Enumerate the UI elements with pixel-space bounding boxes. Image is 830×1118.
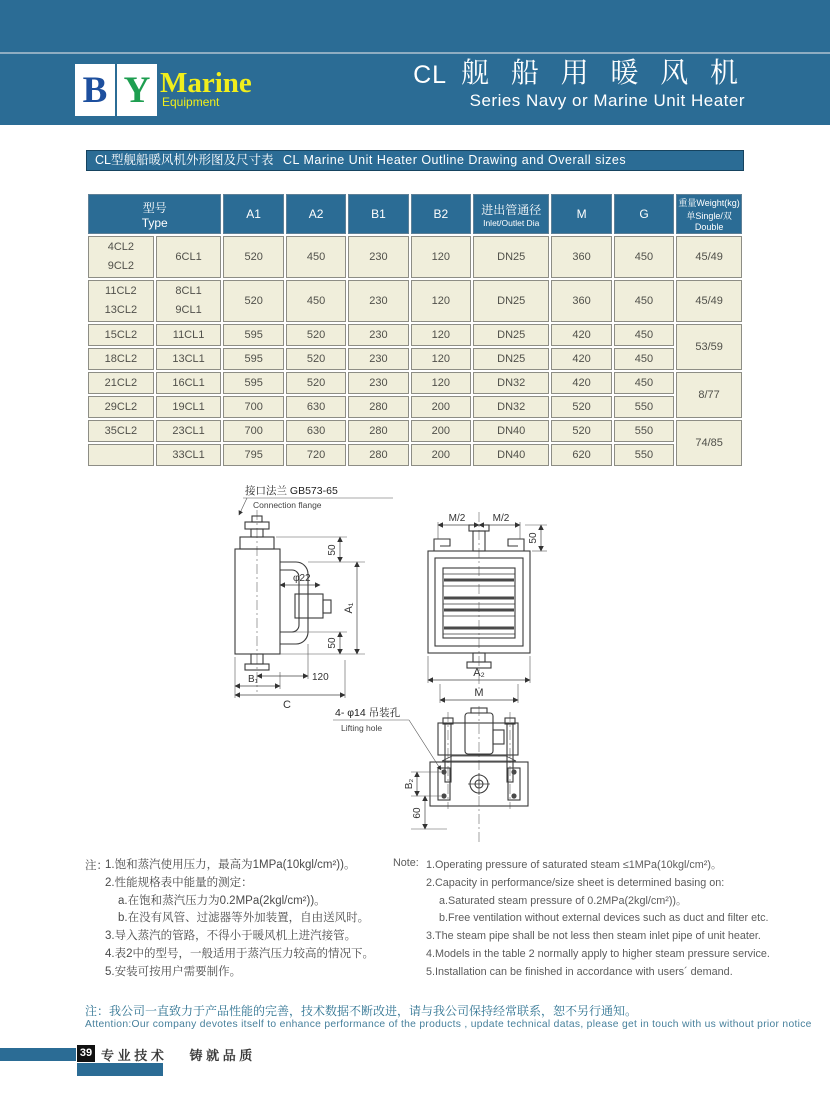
col-header-g: G [614, 194, 674, 234]
cell-dn: DN25 [473, 236, 549, 278]
page-title-row [413, 57, 745, 89]
note-line: b.在没有风管、过滤器等外加装置，自由送风时。 [118, 912, 370, 925]
cell-type2 [88, 236, 154, 278]
logo-letter-y: Y [117, 64, 157, 116]
cell-weight: 8/77 [676, 372, 742, 418]
dim-120: 120 [312, 672, 329, 683]
col-header-dia-cn: 进出管通径 [481, 202, 542, 217]
cell-g: 450 [614, 324, 674, 346]
col-header-weight-line2: 单Single/双Double [686, 211, 732, 232]
cell-g: 550 [614, 444, 674, 466]
cell-b1: 230 [348, 372, 408, 394]
cell-type2 [88, 444, 154, 466]
logo-sub-text: Equipment [162, 95, 220, 109]
model-cl1: 8CL1 [175, 285, 202, 297]
cell-weight: 53/59 [676, 324, 742, 370]
cell-b1: 230 [348, 348, 408, 370]
header [0, 0, 830, 125]
cell-a2: 520 [286, 324, 346, 346]
dim-50-top: 50 [327, 544, 338, 556]
cell-type2: 18CL2 [88, 348, 154, 370]
page-number: 39 [77, 1045, 95, 1062]
cell-b1: 280 [348, 444, 408, 466]
drawing-top-view [333, 706, 528, 844]
cell-b2: 200 [411, 420, 471, 442]
page-title-block [413, 57, 745, 111]
cell-dn: DN40 [473, 420, 549, 442]
cell-b2: 120 [411, 348, 471, 370]
cell-a1: 595 [223, 348, 283, 370]
model-cl2: 9CL2 [107, 260, 134, 272]
cell-g: 450 [614, 348, 674, 370]
footer-slogans [101, 1045, 252, 1064]
cell-a1: 595 [223, 372, 283, 394]
cell-type1: 6CL1 [156, 236, 222, 278]
flange-label-cn: 接口法兰 GB573-65 [245, 485, 338, 497]
table-row [88, 372, 742, 394]
col-header-a1: A1 [223, 194, 283, 234]
cell-m: 420 [551, 324, 611, 346]
cell-type2: 15CL2 [88, 324, 154, 346]
lifting-hole-label-en: Lifting hole [341, 723, 383, 733]
note-line: 3.导入蒸汽的管路，不得小于暖风机上进汽接管。 [105, 930, 357, 943]
dim-50-front: 50 [528, 532, 539, 544]
cell-dn: DN32 [473, 372, 549, 394]
cell-g: 450 [614, 280, 674, 322]
footer-bar-left [0, 1048, 76, 1061]
note-line: 1.饱和蒸汽使用压力，最高为1MPa(10kgl/cm²))。 [105, 859, 356, 871]
cell-type1: 16CL1 [156, 372, 222, 394]
dim-c: C [283, 699, 291, 711]
table-row [88, 444, 742, 466]
dim-60: 60 [412, 807, 423, 819]
col-header-type-cn: 型号 [142, 200, 167, 215]
logo-letter-b: B [75, 64, 115, 116]
note-line: 4.表2中的型号，一般适用于蒸汽压力较高的情况下。 [105, 947, 374, 960]
col-header-b2: B2 [411, 194, 471, 234]
section-title-bar [86, 150, 744, 171]
cell-a1: 700 [223, 420, 283, 442]
cell-a2: 720 [286, 444, 346, 466]
note-line: 4.Models in the table 2 normally apply to higher steam pressure service. [426, 947, 770, 960]
cell-dn: DN25 [473, 324, 549, 346]
note-line: 2.性能规格表中能量的测定： [105, 876, 253, 889]
cell-dn: DN32 [473, 396, 549, 418]
header-divider [0, 52, 830, 54]
dim-b2: B₂ [404, 778, 415, 790]
col-header-weight-line1: 重量Weight(kg) [678, 198, 740, 208]
cell-type1 [156, 280, 222, 322]
drawing-side-view [235, 484, 393, 711]
section-title-en: CL Marine Unit Heater Outline Drawing and Overall sizes [282, 153, 627, 167]
section-title-cn: CL型舰船暖风机外形图及尺寸表 [95, 153, 274, 167]
cell-a1: 520 [223, 280, 283, 322]
cell-type2: 35CL2 [88, 420, 154, 442]
cell-b1: 230 [348, 324, 408, 346]
notes-en-label: Note: [393, 857, 419, 869]
col-header-dia [473, 194, 549, 234]
cell-m: 360 [551, 236, 611, 278]
cell-type1: 33CL1 [156, 444, 222, 466]
cell-a2: 520 [286, 348, 346, 370]
model-cl2: 4CL2 [107, 241, 134, 253]
dim-m: M [474, 687, 484, 699]
notes-cn-lines [105, 857, 374, 982]
note-line: 2.Capacity in performance/size sheet is determined basing on: [426, 876, 725, 889]
model-cl1: 9CL1 [175, 304, 202, 316]
table-row [88, 348, 742, 370]
cell-type1: 11CL1 [156, 324, 222, 346]
col-header-m: M [551, 194, 611, 234]
col-header-weight [676, 194, 742, 234]
cell-b2: 120 [411, 372, 471, 394]
brand-logo [75, 64, 252, 116]
cell-m: 360 [551, 280, 611, 322]
cell-b2: 200 [411, 396, 471, 418]
cell-m: 520 [551, 420, 611, 442]
cell-a2: 450 [286, 236, 346, 278]
note-line: 5.安装可按用户需要制作。 [105, 965, 242, 978]
cell-dn: DN25 [473, 280, 549, 322]
drawing-front-view [428, 512, 547, 703]
cell-g: 450 [614, 372, 674, 394]
model-cl2: 11CL2 [105, 285, 137, 297]
col-header-dia-en: Inlet/Outlet Dia [483, 217, 540, 228]
cell-a1: 795 [223, 444, 283, 466]
attention-en: Attention:Our company devotes itself to enhance performance of the products , update technical datas, please get in touch with us without prior notice [85, 1019, 812, 1030]
cell-b1: 280 [348, 396, 408, 418]
series-code: CL [413, 61, 448, 89]
cell-b1: 230 [348, 236, 408, 278]
cell-type2: 21CL2 [88, 372, 154, 394]
logo-brand-text: Marine [160, 67, 252, 99]
table-row [88, 280, 742, 322]
table-row [88, 236, 742, 278]
dim-50-bottom: 50 [327, 637, 338, 649]
cell-type1: 19CL1 [156, 396, 222, 418]
dim-b1: B₁ [247, 674, 259, 685]
attention-cn: 注：我公司一直致力于产品性能的完善，技术数据不断改进，请与我公司保持经常联系，恕不另行通知。 [85, 1004, 638, 1018]
logo-wordmark [160, 64, 252, 108]
footer-bar-under [77, 1063, 163, 1076]
col-header-type-en: Type [141, 215, 168, 230]
cell-type2 [88, 280, 154, 322]
cell-weight: 45/49 [676, 280, 742, 322]
note-line: 3.The steam pipe shall be not less then steam inlet pipe of unit heater. [426, 930, 761, 943]
model-cl2: 13CL2 [104, 304, 138, 316]
note-line: 5.Installation can be finished in accordance with users´ demand. [426, 965, 733, 978]
col-header-type [88, 194, 221, 234]
cell-b2: 200 [411, 444, 471, 466]
cell-b2: 120 [411, 324, 471, 346]
cell-dn: DN40 [473, 444, 549, 466]
cell-a2: 630 [286, 420, 346, 442]
col-header-b1: B1 [348, 194, 408, 234]
cell-a2: 520 [286, 372, 346, 394]
cell-g: 450 [614, 236, 674, 278]
dim-a2: A₂ [473, 667, 485, 679]
cell-b2: 120 [411, 236, 471, 278]
cell-type1: 13CL1 [156, 348, 222, 370]
cell-a1: 520 [223, 236, 283, 278]
cell-a1: 595 [223, 324, 283, 346]
dim-m2-right: M/2 [492, 513, 510, 524]
cell-m: 620 [551, 444, 611, 466]
cell-type2: 29CL2 [88, 396, 154, 418]
notes-en-lines [426, 857, 770, 982]
footer-slogan-right: 铸 就 品 质 [189, 1048, 253, 1063]
table-header-row [88, 194, 742, 234]
cell-b1: 280 [348, 420, 408, 442]
table-row [88, 324, 742, 346]
cell-b1: 230 [348, 280, 408, 322]
cell-weight: 45/49 [676, 236, 742, 278]
dim-m2-left: M/2 [448, 513, 466, 524]
note-line: 1.Operating pressure of saturated steam ≤1MPa(10kgl/cm²)。 [426, 859, 722, 871]
cell-m: 420 [551, 348, 611, 370]
lifting-hole-label-cn: 4- φ14 吊装孔 [335, 707, 401, 719]
cell-b2: 120 [411, 280, 471, 322]
spec-table [86, 192, 744, 468]
flange-label-en: Connection flange [253, 500, 322, 510]
cell-a1: 700 [223, 396, 283, 418]
cell-m: 420 [551, 372, 611, 394]
footer-slogan-left: 专 业 技 术 [101, 1048, 164, 1063]
cell-m: 520 [551, 396, 611, 418]
notes-cn-label: 注： [85, 860, 108, 872]
table-row [88, 396, 742, 418]
page-title-cn: 舰 船 用 暖 风 机 [461, 57, 745, 88]
cell-dn: DN25 [473, 348, 549, 370]
cell-weight: 74/85 [676, 420, 742, 466]
cell-a2: 450 [286, 280, 346, 322]
page-subtitle-en: Series Navy or Marine Unit Heater [469, 91, 745, 110]
table-row [88, 420, 742, 442]
dim-a1: A₁ [343, 602, 355, 614]
notes-en [393, 857, 770, 982]
dim-phi22: φ22 [293, 573, 311, 584]
note-line: a.Saturated steam pressure of 0.2MPa(2kgl/cm²))。 [439, 894, 687, 907]
cell-g: 550 [614, 396, 674, 418]
note-line: b.Free ventilation without external devices such as duct and filter etc. [439, 912, 769, 925]
col-header-a2: A2 [286, 194, 346, 234]
technical-drawings [195, 482, 575, 852]
cell-type1: 23CL1 [156, 420, 222, 442]
note-line: a.在饱和蒸汽压力为0.2MPa(2kgl/cm²))。 [118, 894, 326, 907]
cell-a2: 630 [286, 396, 346, 418]
notes-cn [85, 857, 374, 982]
cell-g: 550 [614, 420, 674, 442]
